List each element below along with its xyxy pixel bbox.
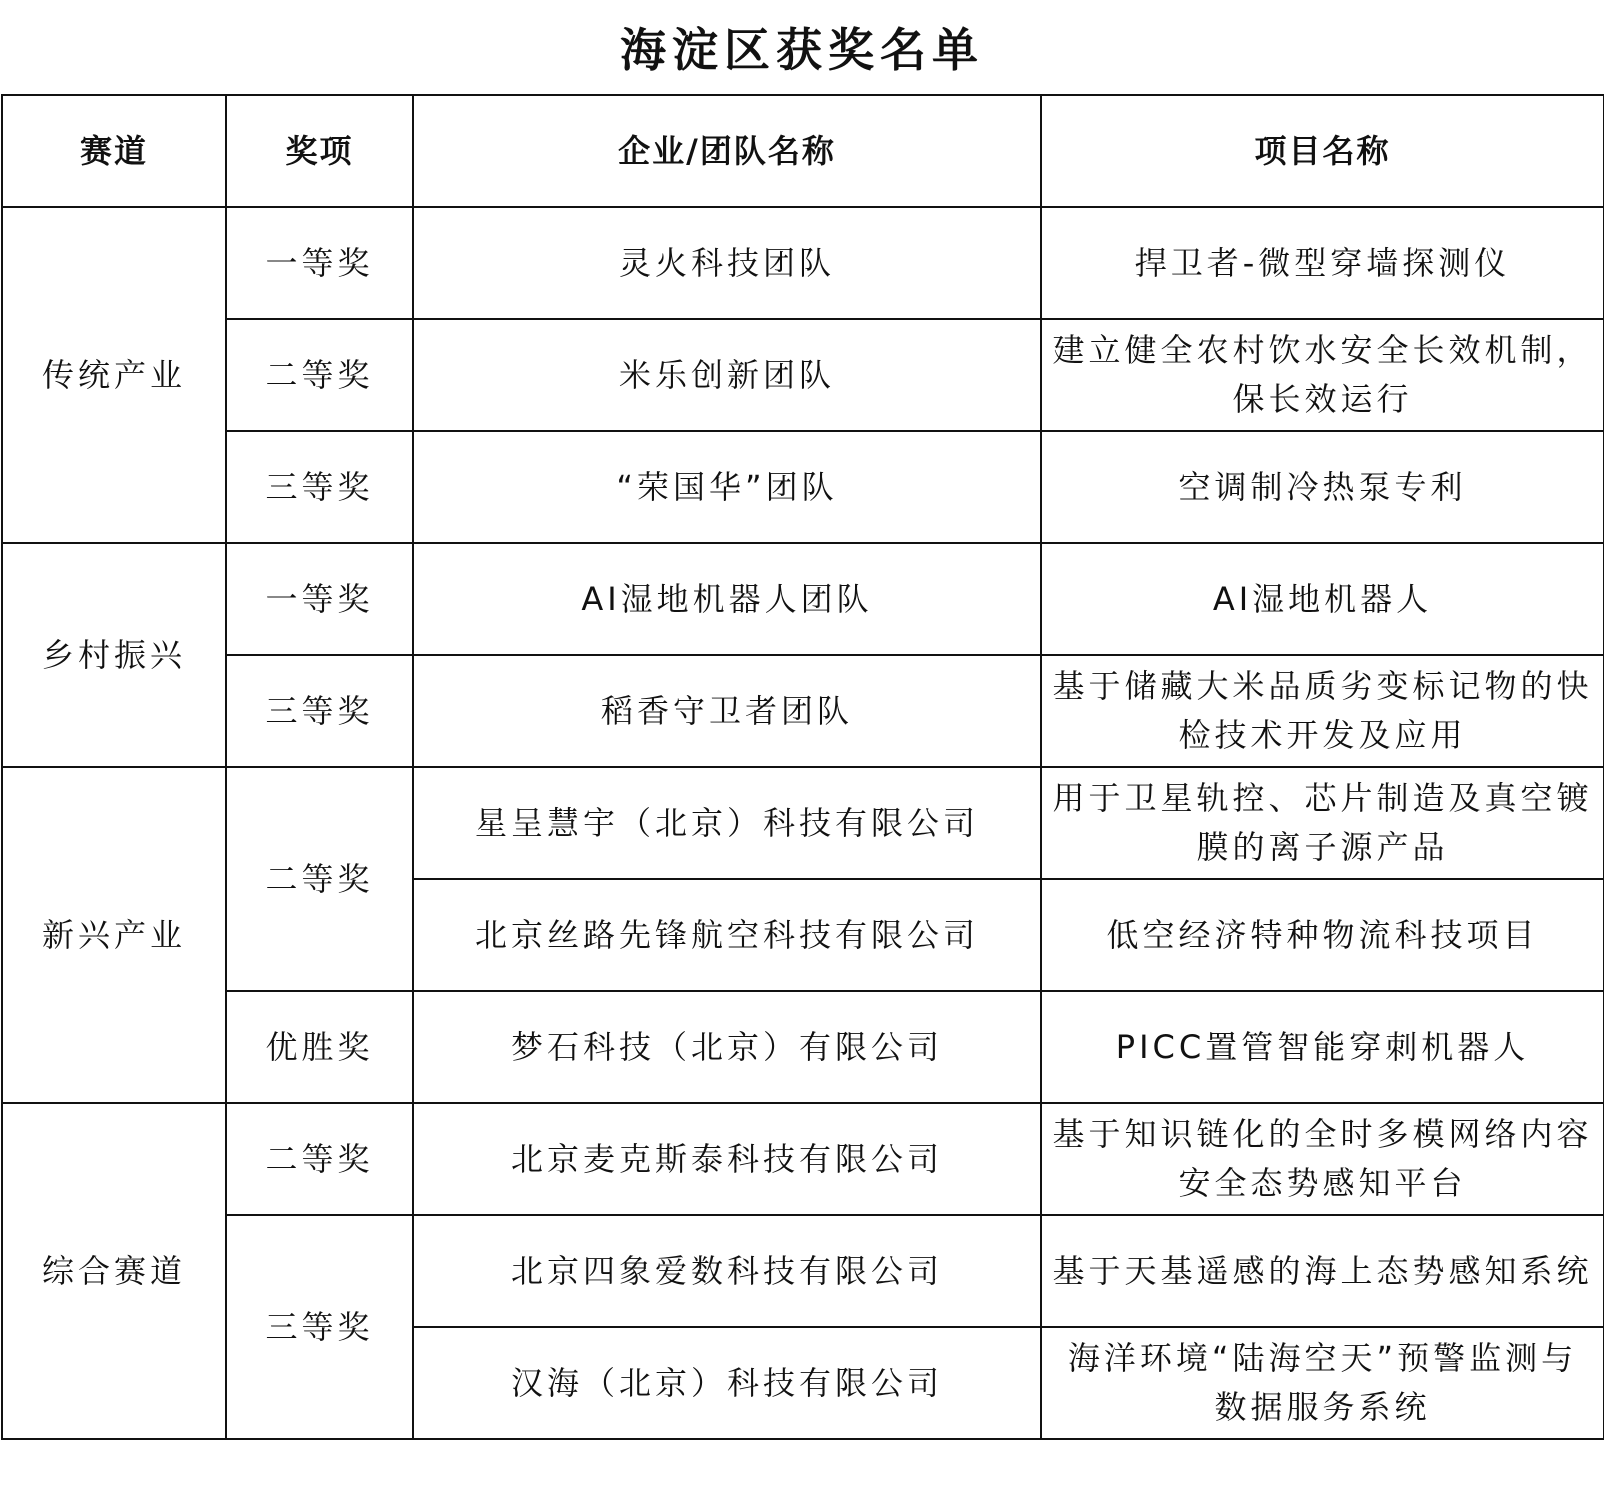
track-cell: 乡村振兴 [2,543,226,767]
team-cell: 汉海（北京）科技有限公司 [413,1327,1041,1439]
team-cell: “荣国华”团队 [413,431,1041,543]
team-cell: 北京麦克斯泰科技有限公司 [413,1103,1041,1215]
table-row [2,991,1604,1103]
table-row [2,1103,1604,1215]
project-cell: 建立健全农村饮水安全长效机制，保长效运行 [1041,319,1604,431]
track-cell: 新兴产业 [2,767,226,1103]
project-cell: 低空经济特种物流科技项目 [1041,879,1604,991]
table-row [2,767,1604,879]
header-team: 企业/团队名称 [413,95,1041,207]
project-cell: PICC置管智能穿刺机器人 [1041,991,1604,1103]
awards-table [1,94,1604,1440]
table-row [2,319,1604,431]
team-cell: AI湿地机器人团队 [413,543,1041,655]
table-row [2,655,1604,767]
project-cell: 捍卫者-微型穿墙探测仪 [1041,207,1604,319]
track-cell: 传统产业 [2,207,226,543]
award-cell: 优胜奖 [226,991,413,1103]
team-cell: 米乐创新团队 [413,319,1041,431]
award-cell: 一等奖 [226,207,413,319]
table-header-row [2,95,1604,207]
project-cell: 用于卫星轨控、芯片制造及真空镀膜的离子源产品 [1041,767,1604,879]
table-row [2,431,1604,543]
project-cell: 基于知识链化的全时多模网络内容安全态势感知平台 [1041,1103,1604,1215]
header-track: 赛道 [2,95,226,207]
award-cell: 二等奖 [226,1103,413,1215]
team-cell: 北京丝路先锋航空科技有限公司 [413,879,1041,991]
header-award: 奖项 [226,95,413,207]
project-cell: AI湿地机器人 [1041,543,1604,655]
project-cell: 空调制冷热泵专利 [1041,431,1604,543]
table-row [2,207,1604,319]
project-cell: 基于天基遥感的海上态势感知系统 [1041,1215,1604,1327]
award-cell: 一等奖 [226,543,413,655]
page-title: 海淀区获奖名单 [620,23,984,77]
header-project: 项目名称 [1041,95,1604,207]
project-cell: 海洋环境“陆海空天”预警监测与数据服务系统 [1041,1327,1604,1439]
award-cell: 三等奖 [226,655,413,767]
award-cell: 二等奖 [226,319,413,431]
team-cell: 稻香守卫者团队 [413,655,1041,767]
project-cell: 基于储藏大米品质劣变标记物的快检技术开发及应用 [1041,655,1604,767]
team-cell: 星呈慧宇（北京）科技有限公司 [413,767,1041,879]
award-cell: 二等奖 [226,767,413,991]
table-row [2,1215,1604,1327]
team-cell: 北京四象爱数科技有限公司 [413,1215,1041,1327]
table-row [2,543,1604,655]
award-cell: 三等奖 [226,431,413,543]
award-cell: 三等奖 [226,1215,413,1439]
team-cell: 梦石科技（北京）有限公司 [413,991,1041,1103]
team-cell: 灵火科技团队 [413,207,1041,319]
track-cell: 综合赛道 [2,1103,226,1439]
